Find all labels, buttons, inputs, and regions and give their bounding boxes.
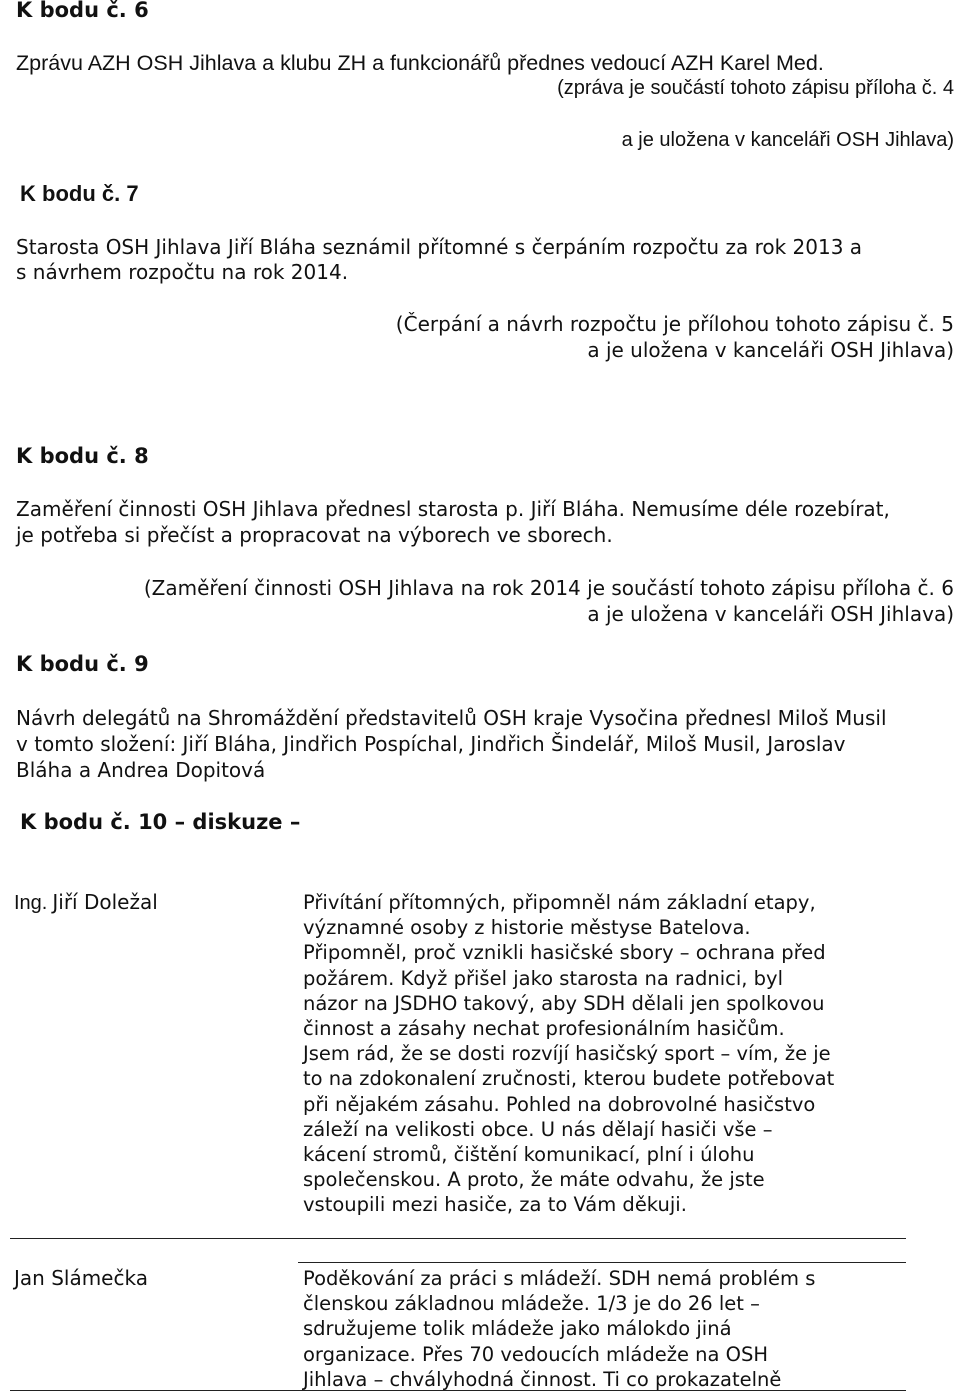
section-7-note-line-1: (Čerpání a návrh rozpočtu je přílohou tohoto zápisu č. 5: [395, 312, 954, 336]
remark-line: činnost a zásahy nechat profesionálním hasičům.: [303, 1017, 785, 1041]
speaker-1-name: [14, 890, 158, 915]
remark-line: kácení stromů, čištění komunikací, plní i úlohu: [303, 1143, 755, 1167]
remark-line: Připomněl, proč vznikli hasičské sbory – ochrana před: [303, 941, 826, 965]
section-9-text-line-1: Návrh delegátů na Shromáždění představitelů OSH kraje Vysočina přednesl Miloš Musil: [16, 706, 887, 730]
remark-line: Poděkování za práci s mládeží. SDH nemá problém s: [303, 1267, 816, 1290]
section-7-note-line-2: a je uložena v kanceláři OSH Jihlava): [587, 338, 954, 362]
remark-line: sdružujeme tolik mládeže jako málokdo jiná: [303, 1317, 732, 1341]
remark-line: názor na JSDHO takový, aby SDH dělali jen spolkovou: [303, 991, 825, 1015]
table-bottom-border: [10, 1390, 906, 1391]
section-8-text-line-1: Zaměření činnosti OSH Jihlava přednesl starosta p. Jiří Bláha. Nemusíme déle rozebírat,: [16, 497, 890, 521]
table-divider: [10, 1238, 906, 1239]
section-8-text-line-2: je potřeba si přečíst a propracovat na výborech ve sborech.: [16, 523, 613, 547]
speaker-2-name: Jan Slámečka: [14, 1266, 148, 1290]
section-6-note-line-2: a je uložena v kanceláři OSH Jihlava): [621, 129, 954, 151]
section-10-heading: K bodu č. 10 – diskuze –: [20, 810, 301, 834]
section-8-note-line-2: a je uložena v kanceláři OSH Jihlava): [587, 602, 954, 626]
section-7-heading: K bodu č. 7: [20, 181, 139, 206]
speaker-1-prefix: Ing.: [14, 892, 48, 914]
speaker-1-remarks: [303, 890, 834, 1218]
section-9-text-line-3: Bláha a Andrea Dopitová: [16, 758, 266, 782]
speaker-1-surname: Jiří Doležal: [52, 890, 158, 914]
section-8-heading: K bodu č. 8: [16, 444, 149, 468]
section-6-heading: K bodu č. 6: [16, 0, 149, 22]
remark-line: společenskou. A proto, že máte odvahu, že jste: [303, 1168, 765, 1192]
section-8-note-line-1: (Zaměření činnosti OSH Jihlava na rok 2014 je součástí tohoto zápisu příloha č. 6: [143, 576, 954, 600]
cell-top-border: [298, 1262, 906, 1263]
section-7-text-line-1: Starosta OSH Jihlava Jiří Bláha seznámil přítomné s čerpáním rozpočtu za rok 2013 a: [16, 235, 863, 259]
section-9-heading: K bodu č. 9: [16, 652, 149, 676]
remark-line: záleží na velikosti obce. U nás dělají hasiči vše –: [303, 1117, 773, 1141]
remark-line: členskou základnou mládeže. 1/3 je do 26 let –: [303, 1292, 760, 1316]
speaker-2-remarks: [303, 1266, 815, 1392]
remark-line: Přivítání přítomných, připomněl nám základní etapy,: [303, 891, 816, 914]
remark-line: organizace. Přes 70 vedoucích mládeže na OSH: [303, 1342, 769, 1366]
remark-line: Jihlava – chvályhodná činnost. Ti co prokazatelně: [303, 1367, 782, 1391]
remark-line: požárem. Když přišel jako starosta na radnici, byl: [303, 966, 784, 990]
section-7-text-line-2: s návrhem rozpočtu na rok 2014.: [16, 260, 349, 284]
remark-line: Jsem rád, že se dosti rozvíjí hasičský sport – vím, že je: [303, 1042, 831, 1066]
section-6-note-line-1: (zpráva je součástí tohoto zápisu příloha č. 4: [557, 77, 954, 99]
remark-line: významné osoby z historie městyse Batelova.: [303, 916, 751, 940]
remark-line: při nějakém zásahu. Pohled na dobrovolné hasičstvo: [303, 1092, 816, 1116]
section-6-text: Zprávu AZH OSH Jihlava a klubu ZH a funkcionářů přednes vedoucí AZH Karel Med.: [16, 51, 824, 75]
remark-line: to na zdokonalení zručnosti, kterou budete potřebovat: [303, 1067, 835, 1091]
section-9-text-line-2: v tomto složení: Jiří Bláha, Jindřich Pospíchal, Jindřich Šindelář, Miloš Musil, Jaroslav: [16, 732, 846, 756]
remark-line: vstoupili mezi hasiče, za to Vám děkuji.: [303, 1193, 687, 1217]
